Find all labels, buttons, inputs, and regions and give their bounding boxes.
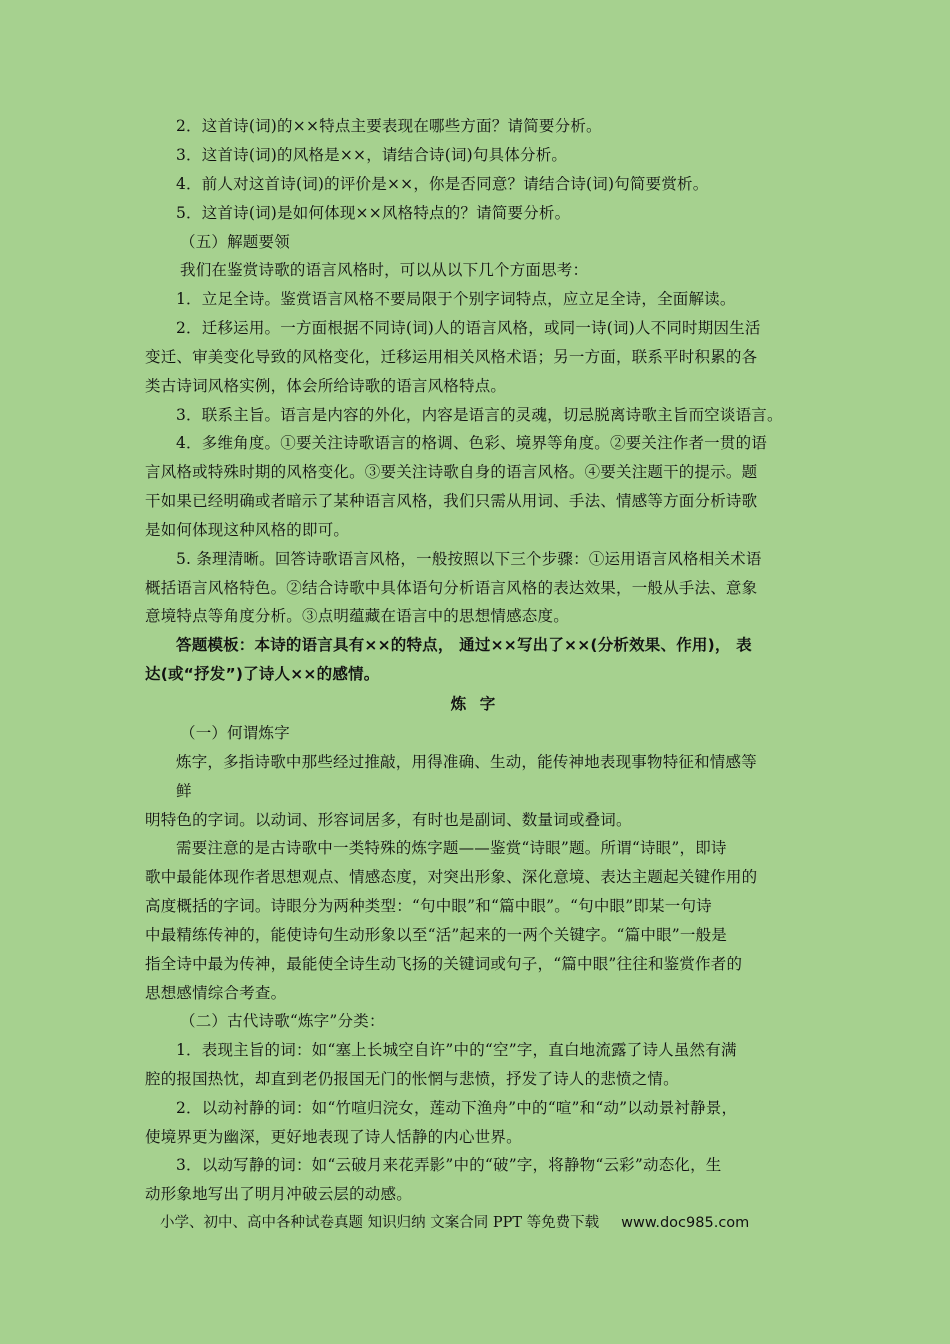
text-line: 3．联系主旨。语言是内容的外化，内容是语言的灵魂，切忌脱离诗歌主旨而空谈语言。 <box>176 406 783 424</box>
text-line: 达(或“抒发”)了诗人××的感情。 <box>145 665 380 683</box>
text-line: 1．表现主旨的词：如“塞上长城空自许”中的“空”字，直白地流露了诗人虽然有满 <box>176 1041 737 1059</box>
footer-text: 小学、初中、高中各种试卷真题 知识归纳 文案合同 PPT 等免费下载 <box>160 1215 600 1231</box>
text-line: 指全诗中最为传神，最能使全诗生动飞扬的关键词或句子，“篇中眼”往往和鉴赏作者的 <box>145 955 743 973</box>
text-line: 3．以动写静的词：如“云破月来花弄影”中的“破”字，将静物“云彩”动态化，生 <box>176 1156 722 1174</box>
text-line: 2．以动衬静的词：如“竹喧归浣女，莲动下渔舟”中的“喧”和“动”以动景衬静景， <box>176 1099 738 1117</box>
text-line: 需要注意的是古诗歌中一类特殊的炼字题——鉴赏“诗眼”题。所谓“诗眼”，即诗 <box>176 839 727 857</box>
text-line: 我们在鉴赏诗歌的语言风格时，可以从以下几个方面思考： <box>180 261 589 279</box>
text-line: 1．立足全诗。鉴赏语言风格不要局限于个别字词特点，应立足全诗，全面解读。 <box>176 290 736 308</box>
text-line: 思想感情综合考查。 <box>145 984 287 1002</box>
text-line: 炼字，多指诗歌中那些经过推敲，用得准确、生动，能传神地表现事物特征和情感等 <box>176 753 757 771</box>
text-line: 是如何体现这种风格的即可。 <box>145 521 350 539</box>
text-line: 歌中最能体现作者思想观点、情感态度，对突出形象、深化意境、表达主题起关键作用的 <box>145 868 758 886</box>
text-line: 鲜 <box>176 782 192 800</box>
text-line: 明特色的字词。以动词、形容词居多，有时也是副词、数量词或叠词。 <box>145 811 632 829</box>
text-line: 5. 条理清晰。回答诗歌语言风格，一般按照以下三个步骤：①运用语言风格相关术语 <box>176 550 762 568</box>
text-line: （一）何谓炼字 <box>180 724 290 742</box>
text-line: （五）解题要领 <box>180 233 290 251</box>
text-line: 意境特点等角度分析。③点明蕴藏在语言中的思想情感态度。 <box>145 607 569 625</box>
text-line: 概括语言风格特色。②结合诗歌中具体语句分析语言风格的表达效果，一般从手法、意象 <box>145 579 758 597</box>
text-line: 高度概括的字词。诗眼分为两种类型：“句中眼”和“篇中眼”。“句中眼”即某一句诗 <box>145 897 712 915</box>
text-line: 腔的报国热忱，却直到老仍报国无门的怅惘与悲愤，抒发了诗人的悲愤之情。 <box>145 1070 679 1088</box>
text-line: 2．这首诗(词)的××特点主要表现在哪些方面？请简要分析。 <box>176 117 602 135</box>
text-line: 变迁、审美变化导致的风格变化，迁移运用相关风格术语；另一方面，联系平时积累的各 <box>145 348 758 366</box>
text-line: 2．迁移运用。一方面根据不同诗(词)人的语言风格，或同一诗(词)人不同时期因生活 <box>176 319 761 337</box>
section-title: 炼 字 <box>450 695 500 713</box>
text-line: 使境界更为幽深，更好地表现了诗人恬静的内心世界。 <box>145 1128 522 1146</box>
footer <box>160 1213 820 1233</box>
text-line: 类古诗词风格实例，体会所给诗歌的语言风格特点。 <box>145 377 507 395</box>
text-line: 4．多维角度。①要关注诗歌语言的格调、色彩、境界等角度。②要关注作者一贯的语 <box>176 434 767 452</box>
text-line: 4．前人对这首诗(词)的评价是××，你是否同意？请结合诗(词)句简要赏析。 <box>176 175 709 193</box>
footer-url[interactable]: www.doc985.com <box>621 1215 750 1231</box>
text-line: 5．这首诗(词)是如何体现××风格特点的？请简要分析。 <box>176 204 571 222</box>
text-line: 动形象地写出了明月冲破云层的动感。 <box>145 1185 412 1203</box>
text-line: 言风格或特殊时期的风格变化。③要关注诗歌自身的语言风格。④要关注题干的提示。题 <box>145 463 758 481</box>
text-line: 3．这首诗(词)的风格是××，请结合诗(词)句具体分析。 <box>176 146 568 164</box>
text-line: 中最精练传神的，能使诗句生动形象以至“活”起来的一两个关键字。“篇中眼”一般是 <box>145 926 727 944</box>
text-line: 干如果已经明确或者暗示了某种语言风格，我们只需从用词、手法、情感等方面分析诗歌 <box>145 492 758 510</box>
text-line: （二）古代诗歌“炼字”分类： <box>180 1012 385 1030</box>
text-line: 答题模板：本诗的语言具有××的特点， 通过××写出了××(分析效果、作用)， 表 <box>176 636 752 654</box>
